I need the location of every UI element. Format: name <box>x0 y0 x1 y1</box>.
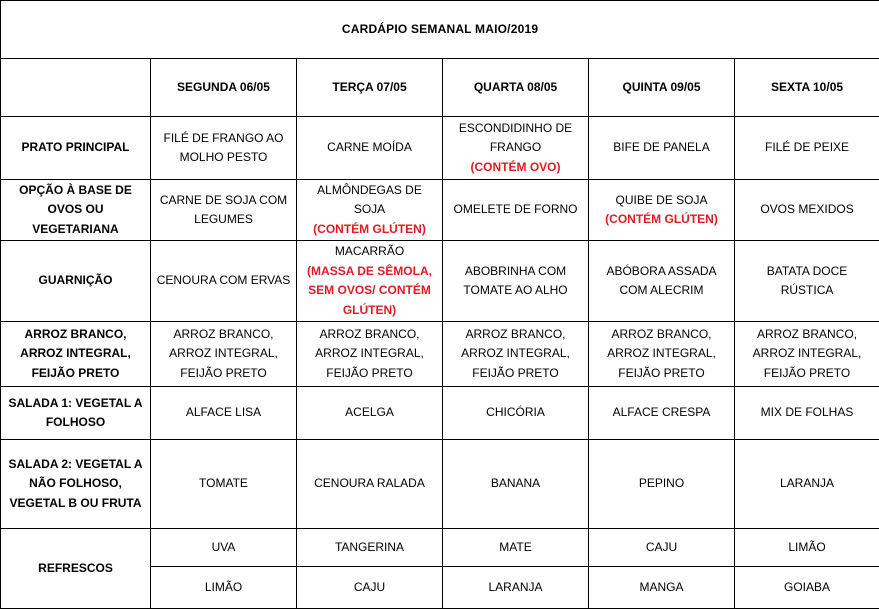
menu-cell <box>151 241 297 322</box>
row-label-text: SALADA 1: VEGETAL A FOLHOSO <box>8 396 142 429</box>
menu-cell-text: OVOS MEXIDOS <box>760 202 853 216</box>
menu-cell-text: ALFACE LISA <box>186 405 261 419</box>
menu-cell <box>443 387 589 440</box>
menu-cell-text: ALFACE CRESPA <box>613 405 711 419</box>
menu-cell <box>735 322 879 387</box>
menu-cell-text: TANGERINA <box>335 540 404 554</box>
menu-cell <box>151 117 297 180</box>
menu-cell-text: TOMATE <box>199 476 248 490</box>
menu-cell-text: BIFE DE PANELA <box>613 140 709 154</box>
menu-cell <box>735 387 879 440</box>
menu-cell-text: MATE <box>499 540 531 554</box>
table-row <box>1 440 879 529</box>
menu-cell <box>735 529 879 567</box>
menu-cell <box>297 440 443 529</box>
menu-cell <box>589 117 735 180</box>
allergen-note: (CONTÉM OVO) <box>447 158 584 177</box>
menu-cell-text: CARNE MOÍDA <box>327 140 412 154</box>
menu-cell <box>589 529 735 567</box>
menu-cell-text: ARROZ BRANCO, ARROZ INTEGRAL, FEIJÃO PRETO <box>461 327 570 380</box>
table-row <box>1 529 879 567</box>
menu-cell-text: UVA <box>212 540 236 554</box>
menu-title-text: CARDÁPIO SEMANAL MAIO/2019 <box>342 22 538 36</box>
menu-cell <box>151 387 297 440</box>
menu-cell-text: GOIABA <box>784 580 830 594</box>
menu-cell <box>151 567 297 609</box>
menu-cell-text: MACARRÃO <box>335 244 404 258</box>
menu-cell-text: CAJU <box>646 540 677 554</box>
menu-cell <box>297 180 443 241</box>
column-header-quarta <box>443 59 589 117</box>
menu-cell <box>735 117 879 180</box>
menu-cell <box>735 241 879 322</box>
menu-cell-text: CENOURA COM ERVAS <box>157 273 291 287</box>
day-header-text: SEXTA 10/05 <box>771 80 843 94</box>
allergen-note: (MASSA DE SÊMOLA, SEM OVOS/ CONTÉM GLÚTEN) <box>301 262 438 320</box>
menu-cell <box>297 322 443 387</box>
menu-cell-text: QUIBE DE SOJA <box>615 193 707 207</box>
menu-cell <box>297 387 443 440</box>
menu-cell <box>735 567 879 609</box>
allergen-note: (CONTÉM GLÚTEN) <box>593 210 730 229</box>
row-label-guarnicao <box>1 241 151 322</box>
menu-cell-text: ACELGA <box>345 405 394 419</box>
menu-title <box>1 1 879 59</box>
menu-cell-text: ARROZ BRANCO, ARROZ INTEGRAL, FEIJÃO PRETO <box>607 327 716 380</box>
menu-cell-text: FILÉ DE PEIXE <box>765 140 849 154</box>
menu-cell-text: ABOBRINHA COM TOMATE AO ALHO <box>463 264 567 297</box>
menu-cell-text: CAJU <box>354 580 385 594</box>
menu-cell-text: BANANA <box>491 476 540 490</box>
menu-cell <box>735 180 879 241</box>
menu-cell-text: FILÉ DE FRANGO AO MOLHO PESTO <box>163 131 283 164</box>
row-label-text: REFRESCOS <box>38 561 113 575</box>
table-row <box>1 180 879 241</box>
menu-cell <box>443 322 589 387</box>
menu-cell-text: LARANJA <box>780 476 834 490</box>
menu-cell <box>443 241 589 322</box>
menu-cell <box>151 529 297 567</box>
menu-cell <box>589 567 735 609</box>
menu-cell-text: ARROZ BRANCO, ARROZ INTEGRAL, FEIJÃO PRETO <box>169 327 278 380</box>
table-row <box>1 387 879 440</box>
menu-cell-text: LIMÃO <box>788 540 825 554</box>
menu-cell <box>443 567 589 609</box>
menu-cell <box>589 322 735 387</box>
menu-cell <box>151 180 297 241</box>
menu-cell-text: ALMÔNDEGAS DE SOJA <box>317 183 422 216</box>
row-label-salada-2 <box>1 440 151 529</box>
row-label-arroz-feijao <box>1 322 151 387</box>
menu-cell-text: MIX DE FOLHAS <box>761 405 854 419</box>
table-row <box>1 117 879 180</box>
menu-cell-text: ABÓBORA ASSADA COM ALECRIM <box>606 264 716 297</box>
day-header-text: QUARTA 08/05 <box>474 80 557 94</box>
menu-cell-text: LARANJA <box>488 580 542 594</box>
row-label-prato-principal <box>1 117 151 180</box>
menu-cell <box>735 440 879 529</box>
menu-cell <box>297 567 443 609</box>
day-header-text: QUINTA 09/05 <box>622 80 700 94</box>
menu-cell <box>297 529 443 567</box>
row-label-text: SALADA 2: VEGETAL A NÃO FOLHOSO, VEGETAL B OU FRUTA <box>8 457 142 510</box>
table-row <box>1 241 879 322</box>
menu-cell-text: OMELETE DE FORNO <box>453 202 577 216</box>
menu-cell <box>297 241 443 322</box>
menu-cell-text: BATATA DOCE RÚSTICA <box>767 264 847 297</box>
menu-cell-text: ARROZ BRANCO, ARROZ INTEGRAL, FEIJÃO PRETO <box>315 327 424 380</box>
row-label-text: PRATO PRINCIPAL <box>21 140 129 154</box>
menu-cell-text: CHICÓRIA <box>486 405 545 419</box>
menu-cell <box>443 180 589 241</box>
menu-cell <box>443 529 589 567</box>
allergen-note: (CONTÉM GLÚTEN) <box>301 220 438 239</box>
menu-cell <box>589 241 735 322</box>
menu-cell <box>443 440 589 529</box>
menu-cell-text: CENOURA RALADA <box>314 476 425 490</box>
menu-cell <box>151 322 297 387</box>
column-header-terca <box>297 59 443 117</box>
menu-cell <box>151 440 297 529</box>
corner-empty-cell <box>1 59 151 117</box>
column-header-sexta <box>735 59 879 117</box>
menu-cell-text: MANGA <box>639 580 683 594</box>
column-header-segunda <box>151 59 297 117</box>
menu-cell-text: CARNE DE SOJA COM LEGUMES <box>160 193 287 226</box>
row-label-opcao-vegetariana <box>1 180 151 241</box>
menu-cell-text: ESCONDIDINHO DE FRANGO <box>459 121 572 154</box>
menu-cell <box>589 440 735 529</box>
row-label-text: OPÇÃO À BASE DE OVOS OU VEGETARIANA <box>19 183 132 236</box>
row-label-refrescos <box>1 529 151 609</box>
menu-cell-text: LIMÃO <box>205 580 242 594</box>
table-row <box>1 322 879 387</box>
menu-cell <box>297 117 443 180</box>
menu-cell-text: PEPINO <box>639 476 684 490</box>
menu-cell <box>589 180 735 241</box>
row-label-text: GUARNIÇÃO <box>39 273 113 287</box>
day-header-text: SEGUNDA 06/05 <box>177 80 270 94</box>
menu-cell-text: ARROZ BRANCO, ARROZ INTEGRAL, FEIJÃO PRETO <box>753 327 862 380</box>
row-label-salada-1 <box>1 387 151 440</box>
day-header-text: TERÇA 07/05 <box>332 80 406 94</box>
column-header-quinta <box>589 59 735 117</box>
menu-cell <box>443 117 589 180</box>
menu-cell <box>589 387 735 440</box>
row-label-text: ARROZ BRANCO, ARROZ INTEGRAL, FEIJÃO PRETO <box>20 327 131 380</box>
